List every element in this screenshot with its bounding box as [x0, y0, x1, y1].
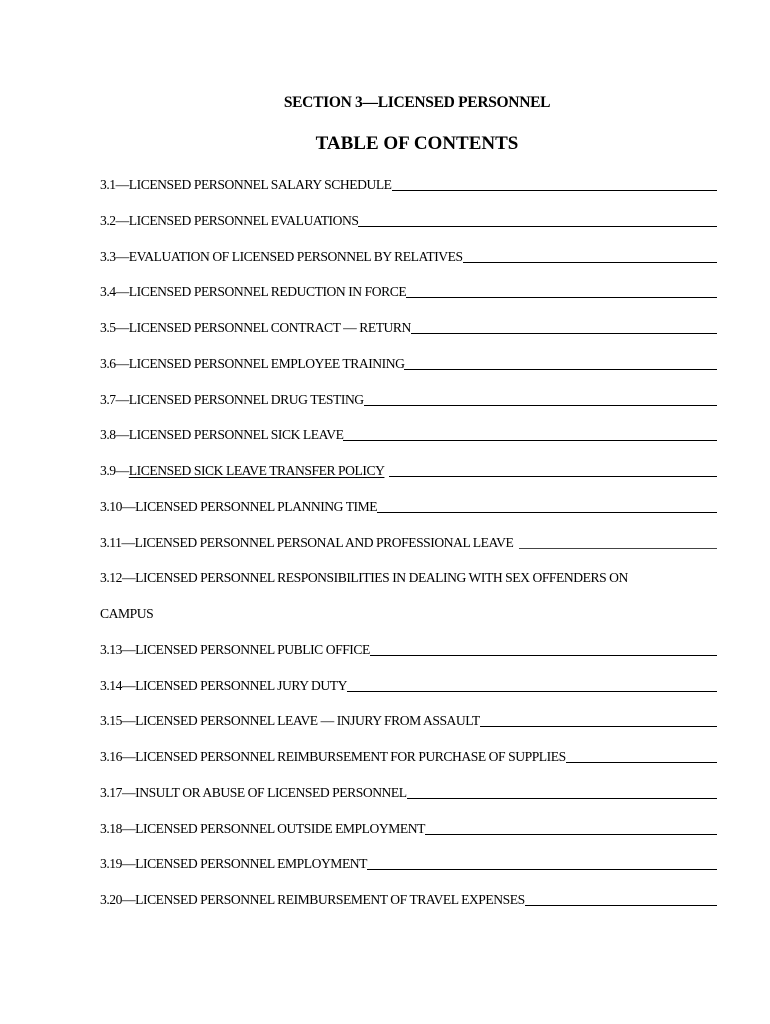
toc-entry-label: 3.13—LICENSED PERSONNEL PUBLIC OFFICE [100, 641, 370, 657]
toc-entry-label: LICENSED SICK LEAVE TRANSFER POLICY [128, 463, 385, 478]
toc-entry-3-7[interactable] [100, 391, 717, 408]
toc-entry-label: 3.5—LICENSED PERSONNEL CONTRACT — RETURN [100, 320, 411, 335]
table-of-contents [100, 176, 717, 927]
leader-line [519, 548, 717, 549]
toc-entry-3-8[interactable] [100, 426, 717, 443]
toc-entry-label: 3.1—LICENSED PERSONNEL SALARY SCHEDULE [100, 177, 392, 192]
toc-entry-3-4[interactable] [100, 283, 717, 300]
toc-entry-label: 3.6—LICENSED PERSONNEL EMPLOYEE TRAINING [100, 355, 405, 371]
toc-title: TABLE OF CONTENTS [315, 133, 519, 154]
leader-line [525, 905, 717, 906]
leader-line [411, 333, 717, 334]
toc-entry-3-18[interactable] [100, 820, 717, 837]
leader-line [406, 297, 717, 298]
toc-entry-3-10[interactable] [100, 498, 717, 515]
toc-entry-3-13[interactable] [100, 641, 717, 658]
toc-entry-3-3[interactable] [100, 248, 717, 265]
leader-line [389, 476, 717, 477]
toc-entry-label-continued: CAMPUS [100, 606, 154, 621]
toc-entry-label: 3.10—LICENSED PERSONNEL PLANNING TIME [100, 498, 378, 514]
leader-line [377, 512, 717, 513]
leader-line [566, 762, 717, 763]
leader-line [425, 834, 717, 835]
toc-entry-label: 3.17—INSULT OR ABUSE OF LICENSED PERSONNEL [100, 784, 407, 800]
leader-line [343, 440, 717, 441]
section-title: SECTION 3—LICENSED PERSONNEL [283, 94, 551, 111]
leader-line [367, 869, 717, 870]
toc-entry-3-1[interactable] [100, 176, 717, 193]
leader-line [480, 726, 717, 727]
toc-entry-3-11[interactable] [100, 534, 717, 551]
toc-entry-prefix: 3.9— [100, 463, 129, 478]
toc-entry-label: 3.12—LICENSED PERSONNEL RESPONSIBILITIES IN DEALING WITH SEX OFFENDERS ON [100, 570, 628, 586]
toc-entry-label: 3.7—LICENSED PERSONNEL DRUG TESTING [100, 391, 364, 407]
leader-line [392, 190, 717, 191]
toc-entry-label: 3.14—LICENSED PERSONNEL JURY DUTY [100, 677, 347, 693]
toc-entry-label: 3.20—LICENSED PERSONNEL REIMBURSEMENT OF TRAVEL EXPENSES [100, 892, 525, 907]
leader-line [364, 405, 717, 406]
toc-entry-3-16[interactable] [100, 748, 717, 765]
toc-entry-3-9[interactable] [100, 462, 717, 479]
toc-entry-label: 3.3—EVALUATION OF LICENSED PERSONNEL BY RELATIVES [100, 248, 463, 264]
toc-entry-3-6[interactable] [100, 355, 717, 372]
toc-entry-3-2[interactable] [100, 212, 717, 229]
toc-entry-3-12[interactable] [100, 569, 717, 586]
toc-entry-3-19[interactable] [100, 855, 717, 872]
toc-entry-3-17[interactable] [100, 784, 717, 801]
leader-line [407, 798, 717, 799]
leader-line [370, 655, 717, 656]
toc-entry-3-14[interactable] [100, 677, 717, 694]
toc-entry-3-15[interactable] [100, 712, 717, 729]
leader-line [347, 691, 717, 692]
toc-entry-label: 3.2—LICENSED PERSONNEL EVALUATIONS [100, 212, 359, 228]
toc-entry-label: 3.19—LICENSED PERSONNEL EMPLOYMENT [100, 856, 368, 872]
toc-entry-label: 3.11—LICENSED PERSONNEL PERSONAL AND PROFESSIONAL LEAVE [100, 534, 514, 550]
leader-line [404, 369, 717, 370]
toc-entry-3-5[interactable] [100, 319, 717, 336]
toc-entry-label: 3.18—LICENSED PERSONNEL OUTSIDE EMPLOYMENT [100, 820, 425, 836]
toc-entry-3-12-continued[interactable] [100, 605, 717, 622]
toc-entry-label: 3.4—LICENSED PERSONNEL REDUCTION IN FORCE [100, 284, 407, 300]
toc-entry-label: 3.16—LICENSED PERSONNEL REIMBURSEMENT FOR PURCHASE OF SUPPLIES [100, 749, 566, 764]
leader-line [463, 262, 717, 263]
leader-line [358, 226, 717, 227]
toc-entry-label: 3.8—LICENSED PERSONNEL SICK LEAVE [100, 427, 344, 443]
toc-entry-3-20[interactable] [100, 891, 717, 908]
toc-entry-label: 3.15—LICENSED PERSONNEL LEAVE — INJURY FROM ASSAULT [100, 713, 480, 729]
